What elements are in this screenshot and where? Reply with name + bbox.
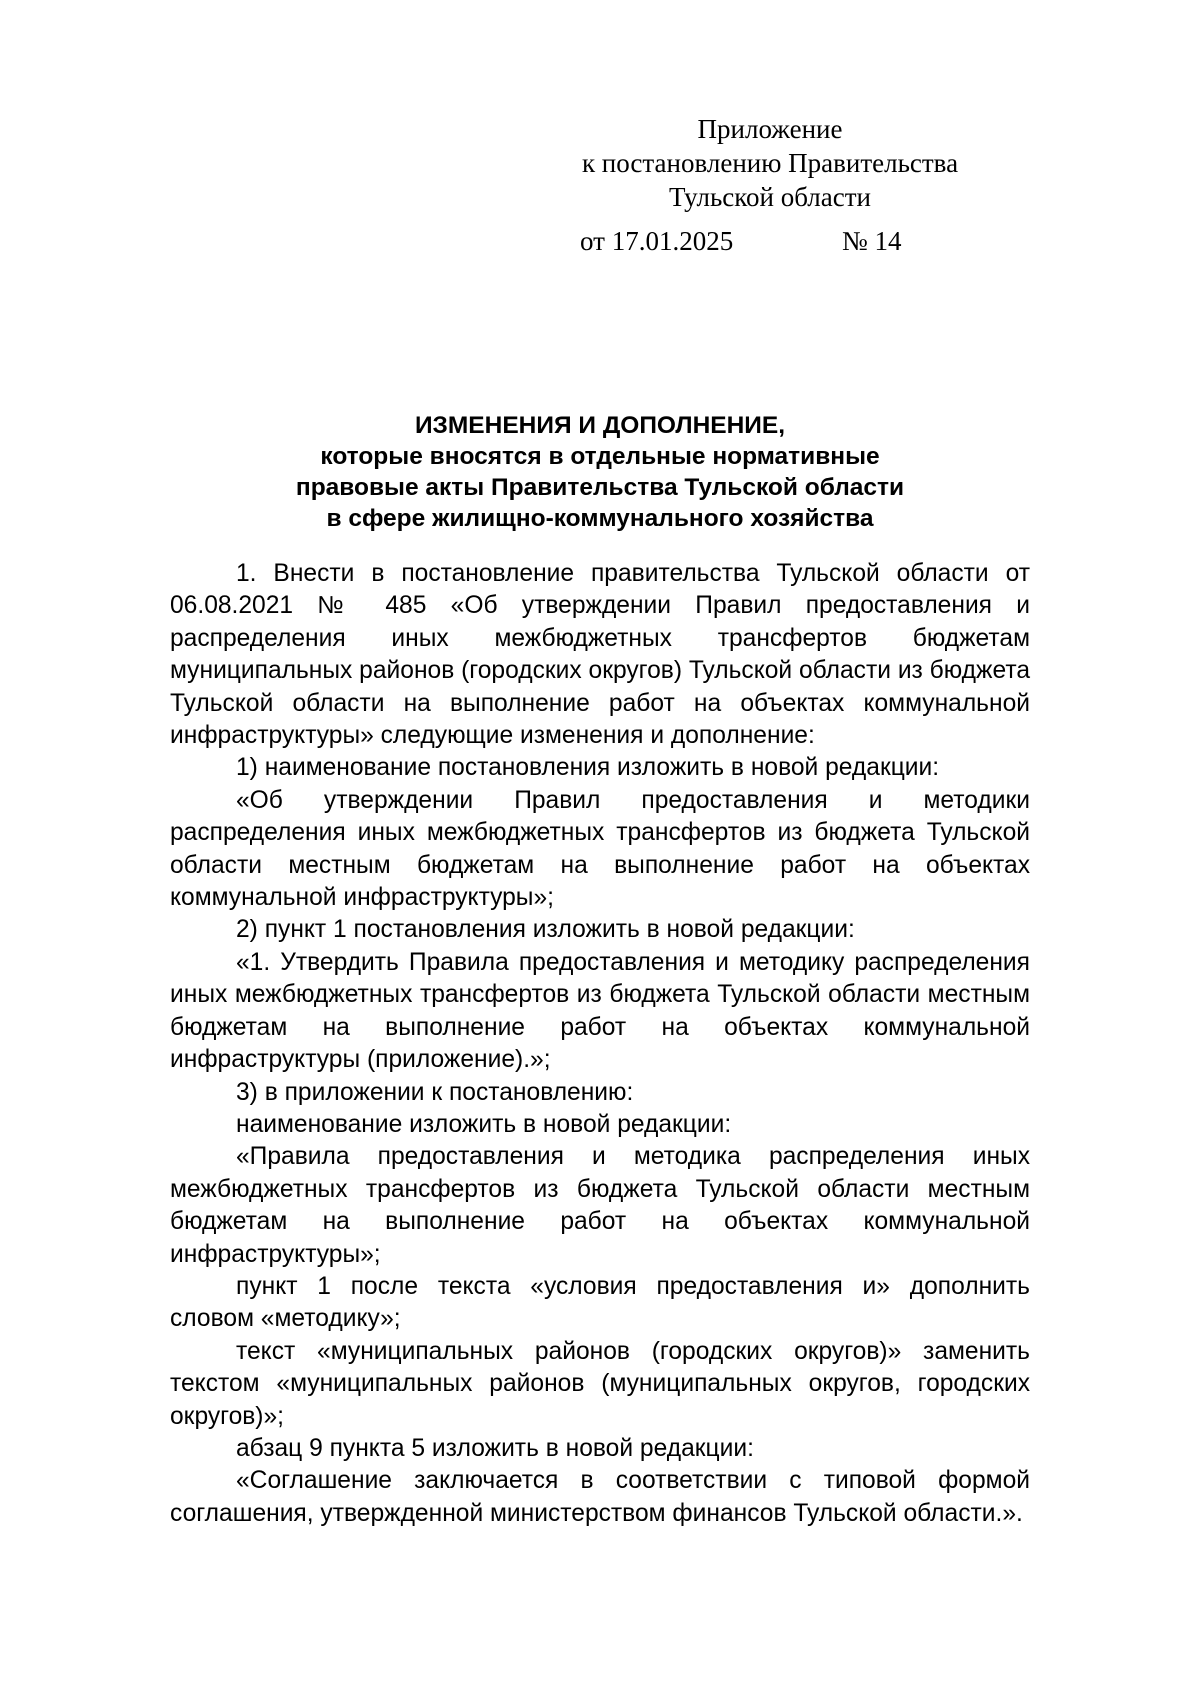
paragraph: 2) пункт 1 постановления изложить в новой редакции: bbox=[236, 916, 855, 944]
paragraph: абзац 9 пункта 5 изложить в новой редакции: bbox=[236, 1434, 754, 1462]
title-line-1: ИЗМЕНЕНИЯ И ДОПОЛНЕНИЕ, bbox=[414, 412, 786, 439]
paragraph: «Соглашение заключается в соответствии с типовой формой соглашения, утвержденной министерством финансов Тульской области.». bbox=[170, 1467, 1030, 1527]
document-title bbox=[170, 410, 1030, 534]
decree-date: от 17.01.2025 bbox=[580, 226, 734, 256]
paragraph: «1. Утвердить Правила предоставления и методику распределения иных межбюджетных трансфертов из бюджета Тульской области местным бюджетам на выполнение работ на объектах коммунальной инфраструктуры (приложение).»; bbox=[170, 948, 1030, 1074]
document-body bbox=[170, 558, 1030, 1530]
title-line-4: в сфере жилищно-коммунального хозяйства bbox=[326, 505, 874, 532]
paragraph: наименование изложить в новой редакции: bbox=[236, 1110, 732, 1138]
title-line-3: правовые акты Правительства Тульской области bbox=[295, 474, 905, 501]
paragraph: 1) наименование постановления изложить в новой редакции: bbox=[236, 754, 940, 782]
appendix-header bbox=[580, 112, 960, 214]
paragraph: «Об утверждении Правил предоставления и методики распределения иных межбюджетных трансфертов из бюджета Тульской области местным бюджетам на выполнение работ на объектах коммунальной инфраструктуры»; bbox=[170, 786, 1030, 912]
paragraph: текст «муниципальных районов (городских округов)» заменить текстом «муниципальных районов (муниципальных округов, городских округов)»; bbox=[170, 1337, 1030, 1430]
paragraph: «Правила предоставления и методика распределения иных межбюджетных трансфертов из бюджета Тульской области местным бюджетам на выполнение работ на объектах коммунальной инфраструктуры»; bbox=[170, 1143, 1030, 1268]
decree-number: № 14 bbox=[842, 226, 902, 256]
decree-reference bbox=[580, 224, 920, 258]
appendix-line-1: Приложение bbox=[697, 114, 843, 144]
paragraph: пункт 1 после текста «условия предоставления и» дополнить словом «методику»; bbox=[170, 1272, 1030, 1333]
paragraph: 1. Внести в постановление правительства Тульской области от 06.08.2021 № 485 «Об утверждении Правил предоставления и распределения иных межбюджетных трансфертов бюджетам муниципальных районов (городских округов) Тульской области из бюджета Тульской области на выполнение работ на объектах коммунальной инфраструктуры» следующие изменения и дополнение: bbox=[170, 560, 1030, 750]
paragraph: 3) в приложении к постановлению: bbox=[236, 1078, 634, 1106]
appendix-line-3: Тульской области bbox=[669, 182, 871, 212]
title-line-2: которые вносятся в отдельные нормативные bbox=[320, 443, 880, 470]
appendix-line-2: к постановлению Правительства bbox=[581, 148, 959, 178]
